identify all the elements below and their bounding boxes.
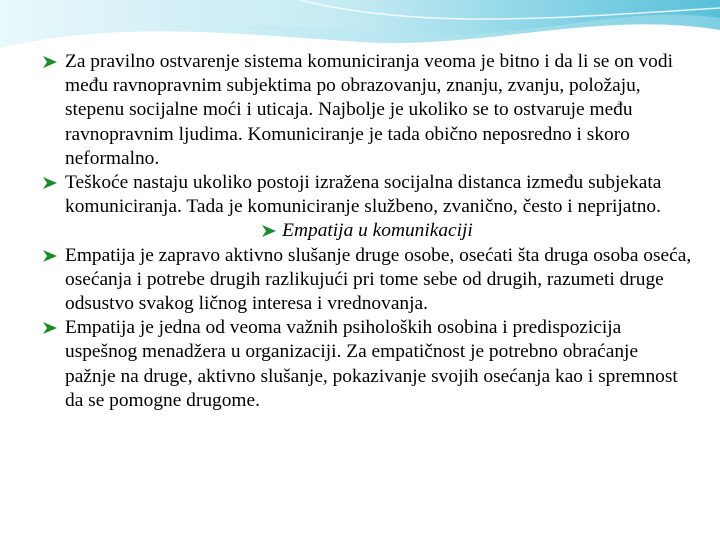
bullet-paragraph bbox=[42, 171, 692, 219]
arrow-bullet-icon bbox=[261, 224, 277, 238]
paragraph-text: Za pravilno ostvarenje sistema komuniciranja veoma je bitno i da li se on vodi među ravnopravnim subjektima po obrazovanju, znanju, zvanju, položaju, stepenu socijalne moći i uticaja. Najbolje je ukoliko se to ostvaruje među ravnopravnim ljudima. Komuniciranje je tada obično neposredno i skoro neformalno. bbox=[65, 51, 673, 169]
paragraph-text: Empatija je zapravo aktivno slušanje druge osobe, osećati šta druga osoba oseća, osećanja i potrebe drugih razlikujući pri tome sebe od drugih, razumeti druge odsustvo svakog ličnog interesa i vrednovanja. bbox=[65, 244, 692, 315]
paragraph-text: Empatija je jedna od veoma važnih psiholoških osobina i predispozicija uspešnog menadžera u organizaciji. Za empatičnost je potrebno obraćanje pažnje na druge, aktivno slušanje, pokazivanje svojih osećanja kao i spremnost da se pomogne drugome. bbox=[65, 317, 678, 411]
section-heading: Empatija u komunikaciji bbox=[282, 220, 473, 242]
section-heading-row bbox=[42, 219, 692, 243]
arrow-bullet-icon bbox=[42, 55, 58, 69]
arrow-bullet-icon bbox=[42, 321, 58, 335]
bullet-paragraph bbox=[42, 316, 692, 413]
bullet-paragraph bbox=[42, 50, 692, 171]
arrow-bullet-icon bbox=[42, 176, 58, 190]
slide-body bbox=[42, 50, 692, 413]
bullet-paragraph bbox=[42, 244, 692, 317]
paragraph-text: Teškoće nastaju ukoliko postoji izražena socijalna distanca između subjekata komuniciranja. Tada je komuniciranje službeno, zvanično, često i neprijatno. bbox=[65, 172, 662, 218]
arrow-bullet-icon bbox=[42, 249, 58, 263]
